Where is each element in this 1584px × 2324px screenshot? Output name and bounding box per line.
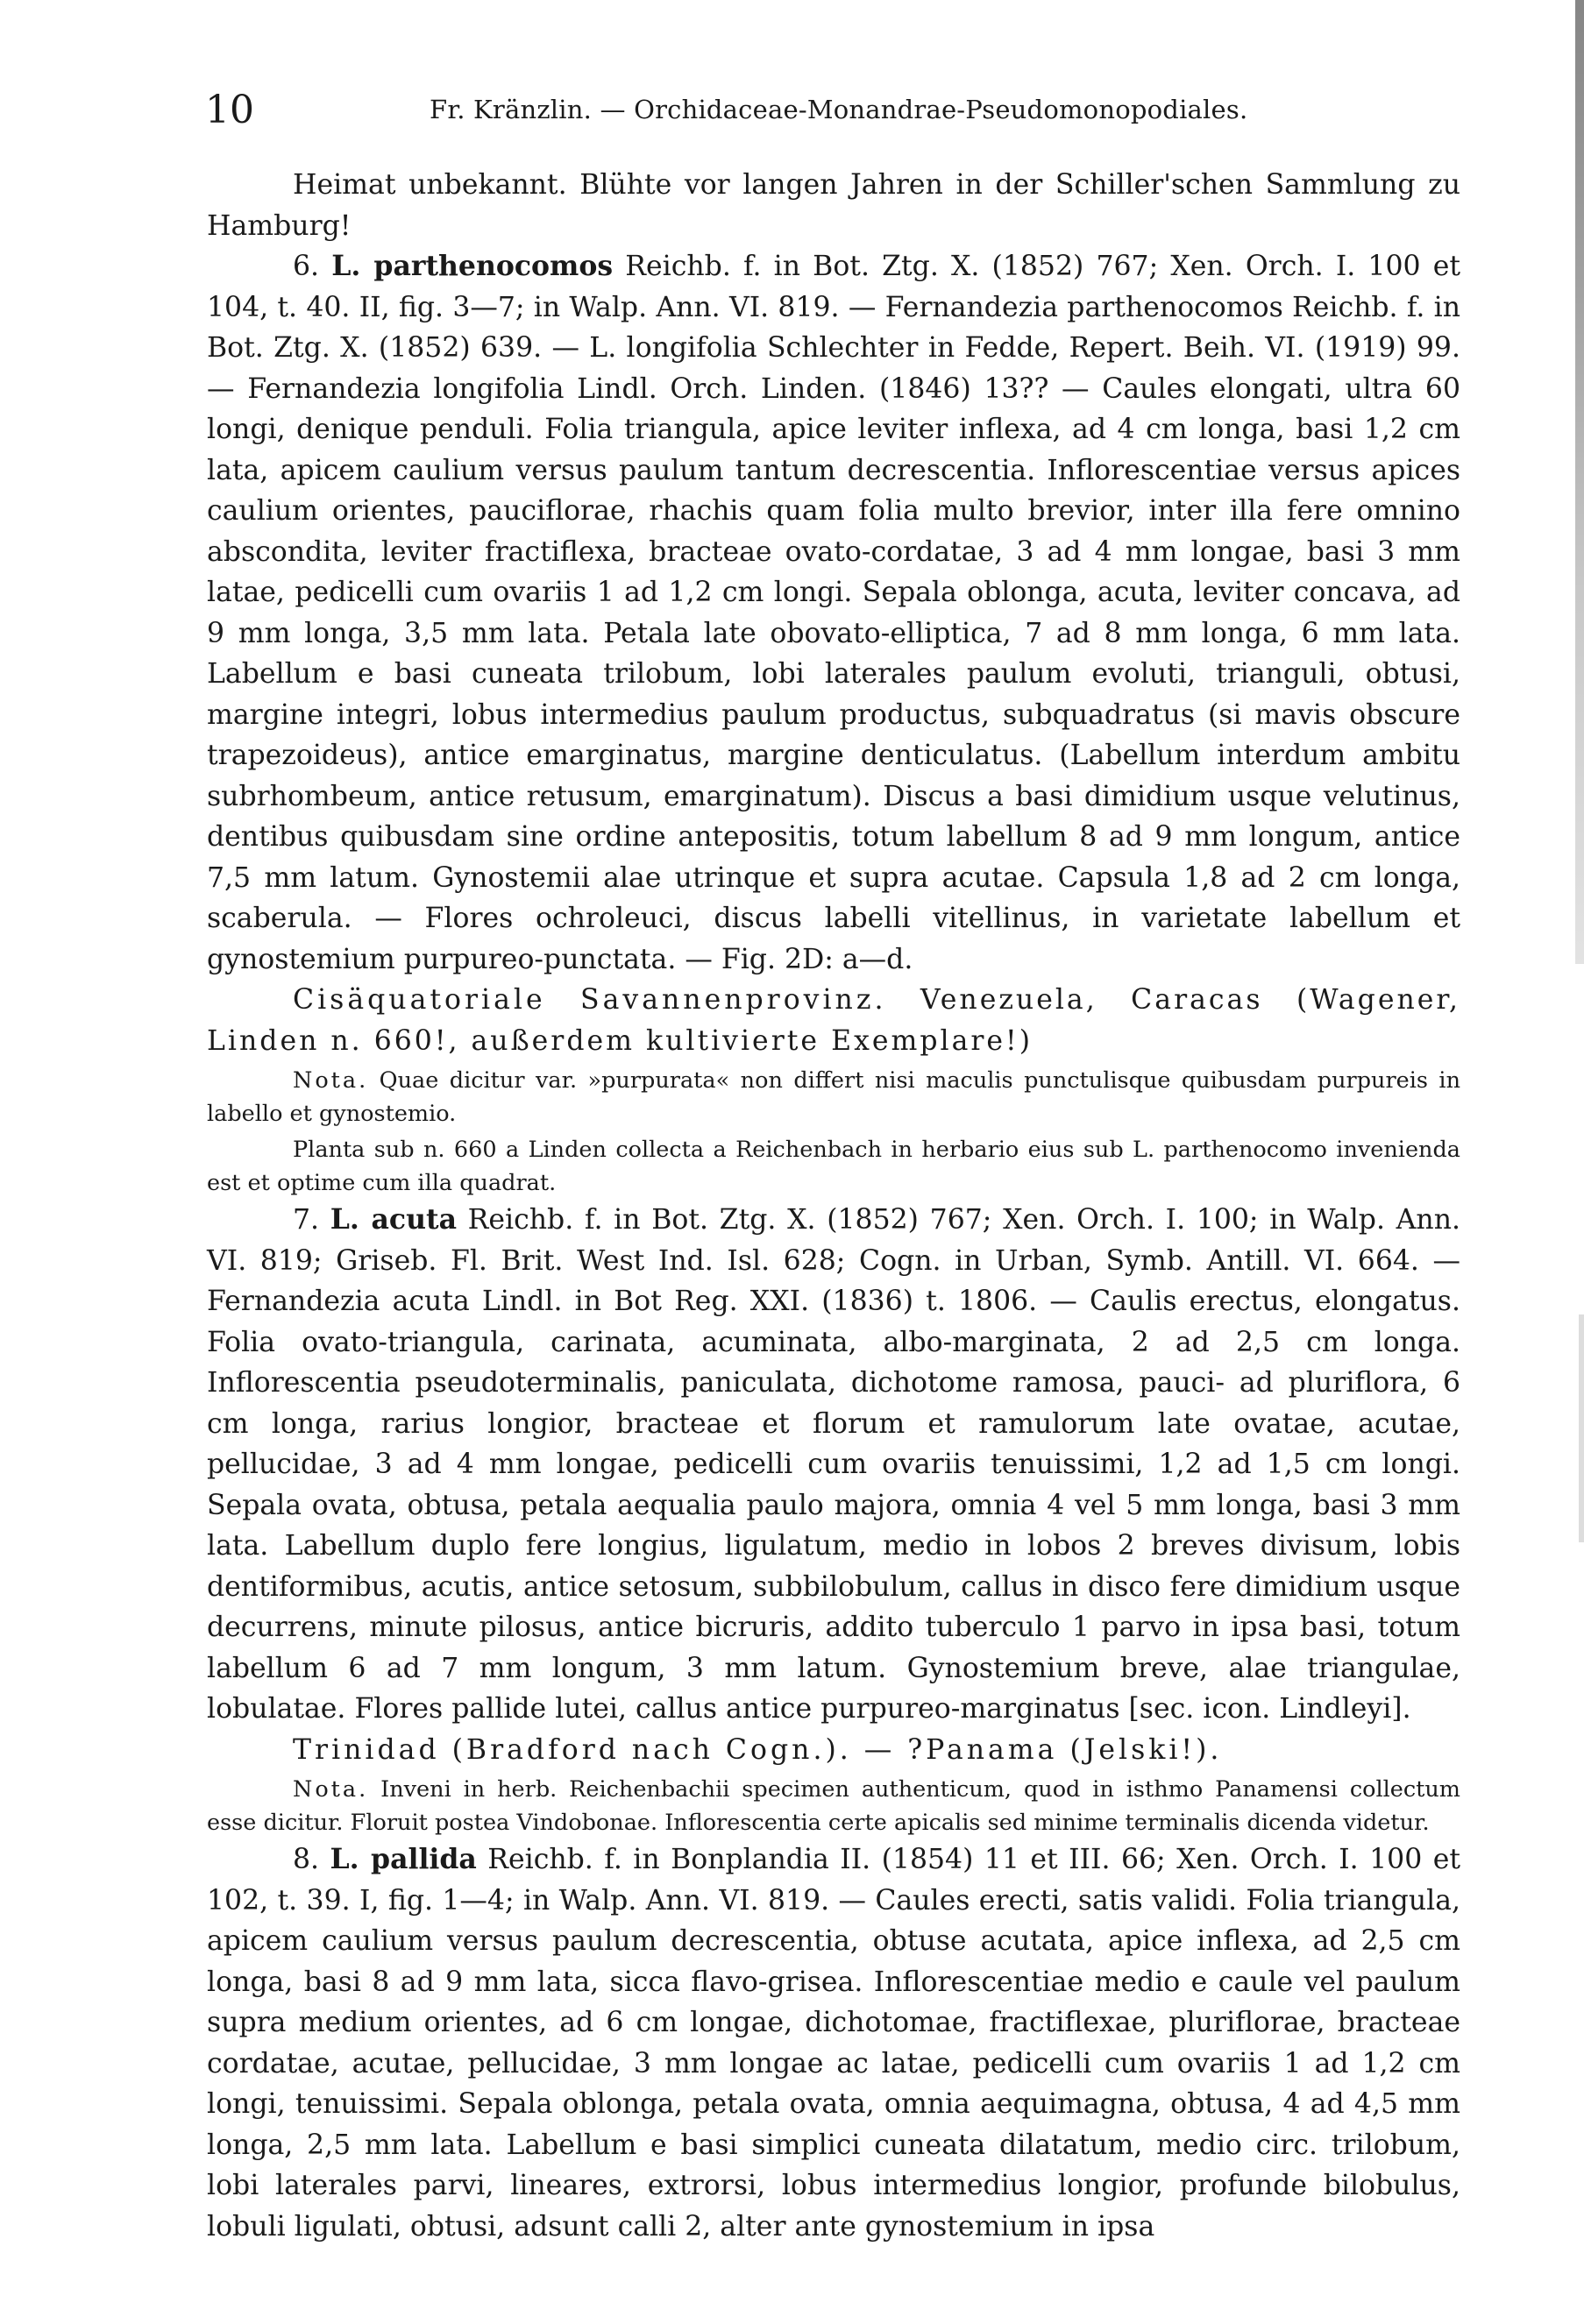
species-8-name: L. pallida: [330, 1843, 477, 1875]
species-6-localities: Venezuela, Caracas (Wagener, Linden n. 660!, außerdem kultivierte Exemplare!): [207, 984, 1460, 1057]
species-6-number: 6.: [293, 251, 320, 282]
species-6-distribution: [207, 980, 1460, 1061]
species-6-nota-text: Quae dicitur var. »purpurata« non differt nisi maculis punctulisque quibusdam purpureis in labello et gynostemio.: [207, 1067, 1460, 1127]
species-7-entry: [207, 1200, 1460, 1730]
species-7-nota-text: Inveni in herb. Reichenbachii specimen authenticum, quod in isthmo Panamensi collectum esse dicitur. Floruit postea Vindobonae. Inflorescentia certe apicalis sed minime terminalis dicenda videtur.: [207, 1776, 1460, 1836]
species-6-nota: [207, 1065, 1460, 1130]
page-header: [200, 88, 1453, 149]
main-text: [207, 165, 1460, 2247]
species-7-nota-label: Nota.: [293, 1776, 369, 1803]
species-6-entry: [207, 246, 1460, 980]
species-7-name: L. acuta: [330, 1203, 457, 1236]
species-8-description: Reichb. f. in Bonplandia II. (1854) 11 et III. 66; Xen. Orch. I. 100 et 102, t. 39. I, fig. 1—4; in Walp. Ann. VI. 819. — Caules erecti, satis validi. Folia triangula, apicem caulium versus paulum decrescentia, obtuse acutata, apice inflexa, ad 2,5 cm longa, basi 8 ad 9 mm lata, sicca flavo-grisea. Inflorescentiae medio e caule vel paulum supra medium orientes, ad 6 cm longae, dichotomae, fractiflexae, pluriflorae, bracteae cordatae, acutae, pellucidae, 3 mm longae ac latae, pedicelli cum ovariis 1 ad 1,2 cm longi, tenuissimi. Sepala oblonga, petala ovata, omnia aequimagna, obtusa, 4 ad 4,5 mm longa, 2,5 mm lata. Labellum e basi simplici cuneata dilatatum, medio circ. trilobum, lobi laterales parvi, lineares, extrorsi, lobus intermedius longior, profunde bilobulus, lobuli ligulati, obtusi, adsunt calli 2, alter ante gynostemium in ipsa: [207, 1844, 1460, 2243]
species-7-distribution: Trinidad (Bradford nach Cogn.). — ?Panama (Jelski!).: [293, 1733, 1223, 1766]
species-7-number: 7.: [293, 1204, 320, 1236]
species-6-name: L. parthenocomos: [331, 250, 614, 282]
species-8-entry: [207, 1839, 1460, 2247]
page-number: 10: [205, 88, 254, 132]
scan-edge-shadow-lower: [1579, 1314, 1584, 1542]
species-6-description: Reichb. f. in Bot. Ztg. X. (1852) 767; Xen. Orch. I. 100 et 104, t. 40. II, fig. 3—7; in Walp. Ann. VI. 819. — Fernandezia parthenocomos Reichb. f. in Bot. Ztg. X. (1852) 639. — L. longifolia Schlechter in Fedde, Repert. Beih. VI. (1919) 99. — Fernandezia longifolia Lindl. Orch. Linden. (1846) 13?? — Caules elongati, ultra 60 longi, denique penduli. Folia triangula, apice leviter inflexa, ad 4 cm longa, basi 1,2 cm lata, apicem caulium versus paulum tantum decrescentia. Inflorescentiae versus apices caulium orientes, pauciflorae, rhachis quam folia multo brevior, inter illa fere omnino abscondita, leviter fractiflexa, bracteae ovato-cordatae, 3 ad 4 mm longae, basi 3 mm latae, pedicelli cum ovariis 1 ad 1,2 cm longi. Sepala oblonga, acuta, leviter concava, ad 9 mm longa, 3,5 mm lata. Petala late obovato-elliptica, 7 ad 8 mm longa, 6 mm lata. Labellum e basi cuneata trilobum, lobi laterales paulum evoluti, trianguli, obtusi, margine integri, lobus intermedius paulum productus, subquadratus (si mavis obscure trapezoideus), antice emarginatus, margine denticulatus. (Labellum interdum ambitu subrhombeum, antice retusum, emarginatum). Discus a basi dimidium usque velutinus, dentibus quibusdam sine ordine antepositis, totum labellum 8 ad 9 mm longum, antice 7,5 mm latum. Gynostemii alae utrinque et supra acutae. Capsula 1,8 ad 2 cm longa, scaberula. — Flores ochroleuci, discus labelli vitellinus, in varietate labellum et gynostemium purpureo-punctata. — Fig. 2D: a—d.: [207, 251, 1460, 975]
species-8-number: 8.: [293, 1844, 320, 1875]
species-6-nota-label: Nota.: [293, 1067, 369, 1094]
paragraph-heimat: Heimat unbekannt. Blühte vor langen Jahren in der Schiller'schen Sammlung zu Hamburg!: [207, 169, 1460, 242]
species-7-description: Reichb. f. in Bot. Ztg. X. (1852) 767; Xen. Orch. I. 100; in Walp. Ann. VI. 819; Griseb. Fl. Brit. West Ind. Isl. 628; Cogn. in Urban, Symb. Antill. VI. 664. — Fernandezia acuta Lindl. in Bot Reg. XXI. (1836) t. 1806. — Caulis erectus, elongatus. Folia ovato-triangula, carinata, acuminata, albo-marginata, 2 ad 2,5 cm longa. Inflorescentia pseudoterminalis, paniculata, dichotome ramosa, pauci- ad pluriflora, 6 cm longa, rarius longior, bracteae et florum et ramulorum late ovatae, acutae, pellucidae, 3 ad 4 mm longae, pedicelli cum ovariis tenuissimi, 1,2 ad 1,5 cm longi. Sepala ovata, obtusa, petala aequalia paulo majora, omnia 4 vel 5 mm longa, basi 3 mm lata. Labellum duplo fere longius, ligulatum, medio in lobos 2 breves divisum, lobis dentiformibus, acutis, antice setosum, subbilobulum, callus in disco fere dimidium usque decurrens, minute pilosus, antice bicruris, addito tuberculo 1 parvo in ipsa basi, totum labellum 6 ad 7 mm longum, 3 mm latum. Gynostemium breve, alae triangulae, lobulatae. Flores pallide lutei, callus antice purpureo-marginatus [sec. icon. Lindleyi].: [207, 1204, 1460, 1725]
species-6-region: Cisäquatoriale Savannenprovinz.: [293, 984, 887, 1016]
running-title: Fr. Kränzlin. — Orchidaceae-Monandrae-Pseudomonopodiales.: [430, 95, 1248, 124]
species-6-nota-2: Planta sub n. 660 a Linden collecta a Reichenbach in herbario eius sub L. parthenocomo invenienda est et optime cum illa quadrat.: [207, 1137, 1460, 1196]
scan-edge-shadow: [1575, 0, 1584, 964]
species-7-nota: [207, 1774, 1460, 1839]
